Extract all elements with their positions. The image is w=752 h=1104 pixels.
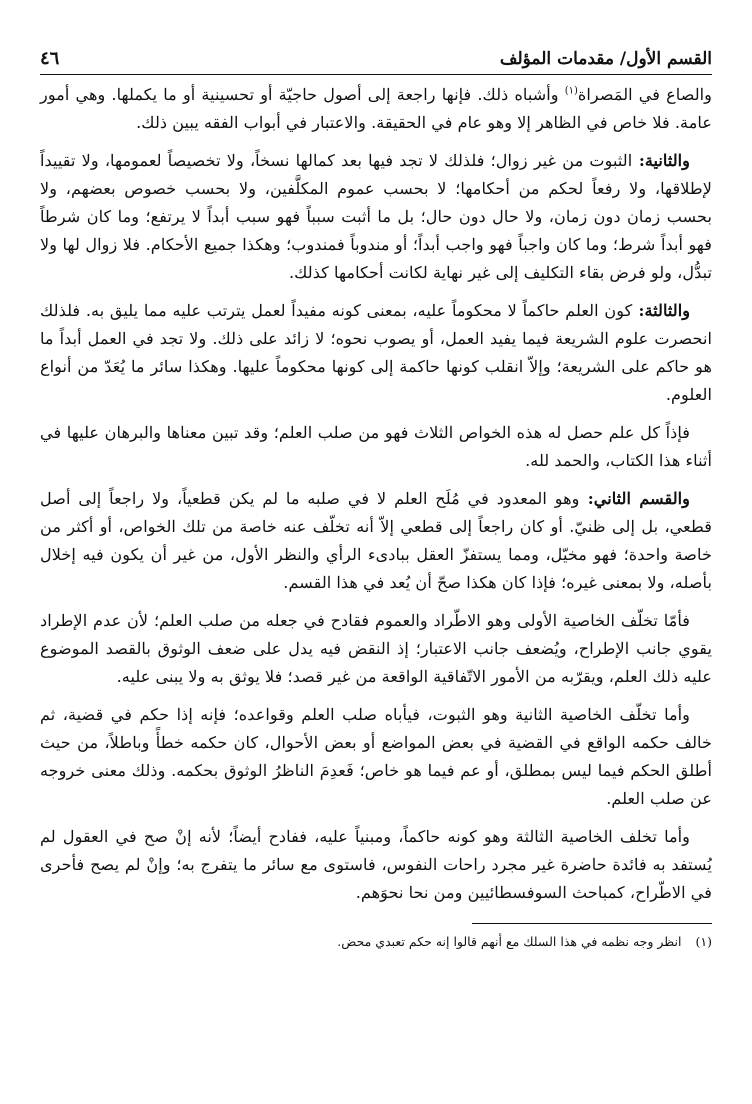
section-title: القسم الأول/ مقدمات المؤلف (499, 49, 712, 69)
paragraph-text: وأما تخلّف الخاصية الثانية وهو الثبوت، فيأباه صلب العلم وقواعده؛ فإنه إذا حكم في قضية، ثم خالف حكمه الواقع في القضية في بعض المواضع أو بعض الأحوال، كان حكمه خطأً وباطلاً، من حيث أطلق الحكم فيما ليس بمطلق، أو عم فيما هو خاص؛ فَعدِمَ الناظرُ الوثوق بحكمه. وذلك معنى خروجه عن صلب العلم. (40, 705, 712, 808)
body-text (40, 81, 712, 907)
paragraph-lead: والقسم الثاني: (579, 489, 690, 508)
paragraph-text: فأمّا تخلّف الخاصية الأولى وهو الاطّراد والعموم فقادح في جعله من صلب العلم؛ لأن عدم الإطراد يقوي جانب الإطراح، ويُضعف جانب الاعتبار؛ إذ النقض فيه يدل على ضعف الوثوق بالقصد الموضوع عليه ذلك العلم، ويقرّبه من الأمور الاتّفاقية الواقعة من غير قصد؛ فلا يوثق به ولا يبنى عليه. (40, 611, 712, 686)
paragraph-text: وأما تخلف الخاصية الثالثة وهو كونه حاكماً، ومبنياً عليه، ففادح أيضاً؛ لأنه إنْ صح في العقول لم يُستفد به فائدة حاضرة غير مجرد راحات النفوس، فاستوى مع سائر ما يتفرج به؛ وإنْ لم يصح فأحرى في الاطّراح، كمباحث السوفسطائيين ومن نحا نحوَهم. (40, 827, 712, 902)
footnote-divider (472, 923, 712, 924)
footnote-text: انظر وجه نظمه في هذا السلك مع أنهم قالوا إنه حكم تعبدي محض. (337, 934, 682, 949)
paragraph-text: فإذاً كل علم حصل له هذه الخواص الثلاث فهو من صلب العلم؛ وقد تبين معناها والبرهان عليها في أثناء هذا الكتاب، والحمد لله. (40, 423, 712, 470)
paragraph-lead: والثانية: (632, 151, 690, 170)
paragraph-lead: والثالثة: (632, 301, 691, 320)
paragraph (40, 147, 712, 287)
paragraph (40, 297, 712, 409)
footnote (40, 932, 712, 952)
paragraph (40, 701, 712, 813)
running-header (40, 48, 712, 75)
paragraph (40, 823, 712, 907)
footnote-marker: (١) (695, 934, 712, 949)
paragraph-text: وهو المعدود في مُلَح العلم لا في صلبه ما لم يكن قطعياً، ولا راجعاً إلى أصل قطعي، بل إلى ظنيّ. أو كان راجعاً إلى قطعي إلاّ أنه تخلّف عنه خاصة من تلك الخواص، أو أكثر من خاصة واحدة؛ فهو مخيّل، ومما يستفزّ العقل ببادىء الرأي والنظر الأول، من غير أن يكون فيه إخلال بأصله، ولا بمعنى غيره؛ فإذا كان هكذا صحّ أن يُعد في هذا القسم. (40, 489, 712, 592)
footnote-reference: (١) (564, 85, 578, 97)
paragraph (40, 485, 712, 597)
paragraph-text: الثبوت من غير زوال؛ فلذلك لا تجد فيها بعد كمالها نسخاً، ولا تخصيصاً لعمومها، ولا تقييداً لإطلاقها، ولا رفعاً لحكم من أحكامها؛ لا بحسب عموم المكلَّفين، ولا بحسب خصوص بعضهم، ولا بحسب زمان دون زمان، ولا حال دون حال؛ بل ما أثبت سبباً فهو سبب أبداً لا يرتفع؛ وما كان شرطاً فهو أبداً شرط؛ وما كان واجباً فهو واجب أبداً؛ أو مندوباً فمندوب؛ وهكذا جميع الأحكام. فلا زوال لها ولا تبدُّل، ولو فرض بقاء التكليف إلى غير نهاية لكانت أحكامها كذلك. (40, 151, 712, 282)
paragraph-text: وأشباه ذلك. فإنها راجعة إلى أصول حاجيّة أو تحسينية أو ما يكملها. وهي أمور عامة. فلا خاص في الظاهر إلا وهو عام في الحقيقة. والاعتبار في أبواب الفقه يبين ذلك. (40, 85, 712, 132)
paragraph-text-start: والصاع في المَصراة (577, 85, 712, 104)
page-number: ٤٦ (40, 48, 60, 69)
book-page (40, 48, 712, 1084)
paragraph (40, 81, 712, 137)
paragraph (40, 607, 712, 691)
paragraph (40, 419, 712, 475)
paragraph-text: كون العلم حاكماً لا محكوماً عليه، بمعنى كونه مفيداً لعمل يترتب عليه مما يليق به. فلذلك انحصرت علوم الشريعة فيما يفيد العمل، أو يصوب نحوه؛ لا زائد على ذلك. ولا تجد في العمل أبداً ما هو حاكم على الشريعة؛ وإلاّ انقلب كونها حاكمة إلى كونها محكوماً عليها. وهكذا سائر ما يُعَدّ من أنواع العلوم. (40, 301, 712, 404)
